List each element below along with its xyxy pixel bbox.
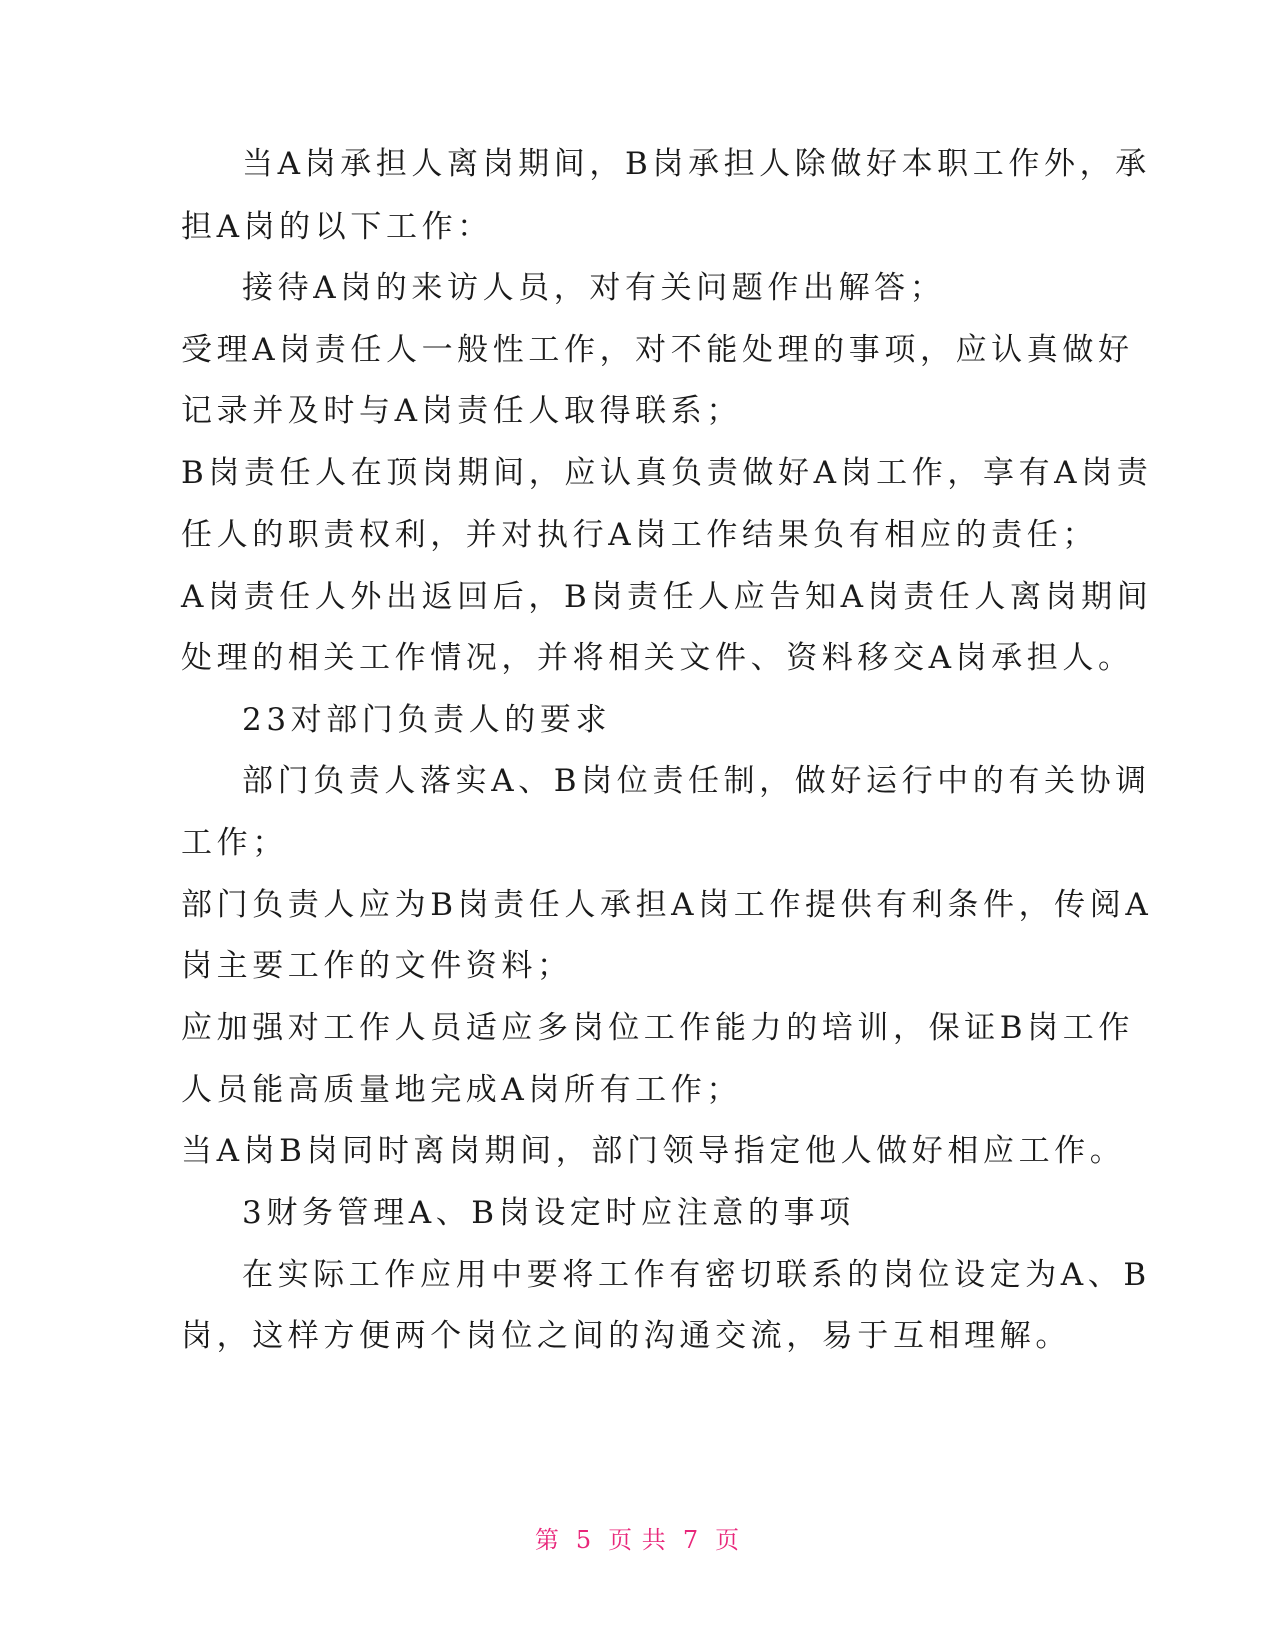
body-line-11: 部门负责人落实A、B岗位责任制，做好运行中的有关协调 (242, 763, 1151, 799)
body-line-16: 人员能高质量地完成A岗所有工作； (181, 1072, 742, 1108)
section-heading-2-3: 23对部门负责人的要求 (242, 702, 612, 738)
footer-prefix: 第 (534, 1526, 560, 1554)
body-line-20: 岗，这样方便两个岗位之间的沟通交流，易于互相理解。 (181, 1318, 1071, 1354)
footer-total-pages: 7 (682, 1526, 700, 1554)
body-line-1: 当A岗承担人离岗期间，B岗承担人除做好本职工作外，承 (242, 146, 1151, 182)
body-line-12: 工作； (181, 825, 288, 861)
body-line-4: 受理A岗责任人一般性工作，对不能处理的事项，应认真做好 (181, 332, 1134, 368)
body-line-17: 当A岗B岗同时离岗期间，部门领导指定他人做好相应工作。 (181, 1133, 1126, 1169)
footer-mid: 页 共 (608, 1526, 667, 1554)
body-line-6: B岗责任人在顶岗期间，应认真负责做好A岗工作，享有A岗责 (181, 455, 1153, 491)
footer-suffix: 页 (715, 1526, 741, 1554)
body-line-15: 应加强对工作人员适应多岗位工作能力的培训，保证B岗工作 (181, 1010, 1134, 1046)
body-line-14: 岗主要工作的文件资料； (181, 948, 573, 984)
body-line-2: 担A岗的以下工作： (181, 209, 493, 245)
page-footer (0, 1520, 1275, 1555)
body-line-9: 处理的相关工作情况，并将相关文件、资料移交A岗承担人。 (181, 640, 1134, 676)
body-line-5: 记录并及时与A岗责任人取得联系； (181, 393, 742, 429)
footer-current-page: 5 (575, 1526, 593, 1554)
body-line-13: 部门负责人应为B岗责任人承担A岗工作提供有利条件，传阅A (181, 887, 1153, 923)
body-line-7: 任人的职责权利，并对执行A岗工作结果负有相应的责任； (181, 517, 1098, 553)
body-line-19: 在实际工作应用中要将工作有密切联系的岗位设定为A、B (242, 1257, 1151, 1293)
body-line-3: 接待A岗的来访人员，对有关问题作出解答； (242, 270, 946, 306)
section-heading-3: 3财务管理A、B岗设定时应注意的事项 (242, 1195, 855, 1231)
body-line-8: A岗责任人外出返回后，B岗责任人应告知A岗责任人离岗期间 (181, 579, 1153, 615)
